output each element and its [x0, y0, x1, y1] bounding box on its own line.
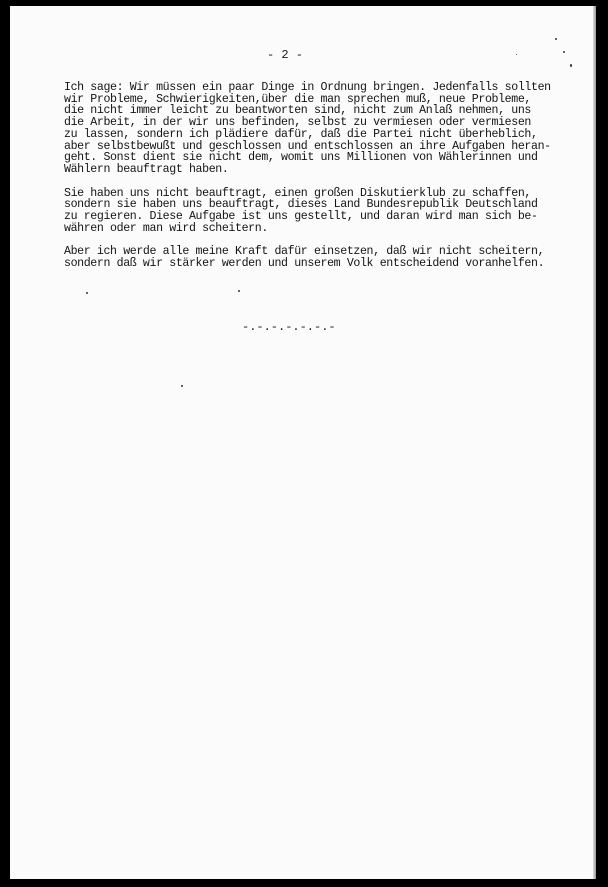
document-page — [10, 6, 596, 879]
text-line: Aber ich werde alle meine Kraft dafür einsetzen, daß wir nicht scheitern, — [64, 245, 545, 259]
scan-speck — [555, 38, 557, 40]
text-line: geht. Sonst dient sie nicht dem, womit uns Millionen von Wählerinnen und — [64, 151, 538, 165]
text-line: währen oder man wird scheitern. — [64, 221, 268, 235]
end-separator: -.-.-.-.-.-.- — [242, 320, 336, 334]
text-line: aber selbstbewußt und geschlossen und entschlossen an ihre Aufgaben heran- — [64, 139, 551, 153]
page-number: - 2 - — [266, 48, 303, 62]
text-line: wir Probleme, Schwierigkeiten,über die man sprechen muß, neue Probleme, — [64, 92, 531, 106]
text-line: die Arbeit, in der wir uns befinden, selbst zu vermiesen oder vermiesen — [64, 116, 531, 130]
scan-speck — [570, 64, 572, 67]
text-line: sondern sie haben uns beauftragt, dieses Land Bundesrepublik Deutschland — [64, 198, 538, 212]
text-line: Wählern beauftragt haben. — [64, 162, 229, 176]
text-line: zu regieren. Diese Aufgabe ist uns gestellt, und daran wird man sich be- — [64, 210, 538, 224]
paragraph-2 — [64, 188, 594, 235]
scan-speck — [86, 292, 88, 294]
text-line: sondern daß wir stärker werden und unserem Volk entscheidend voranhelfen. — [64, 257, 545, 271]
paragraph-1 — [64, 82, 594, 176]
document-body — [64, 82, 594, 270]
scan-edge — [593, 6, 596, 879]
scan-speck — [563, 51, 565, 53]
scan-speck — [238, 290, 240, 292]
text-line: Sie haben uns nicht beauftragt, einen großen Diskutierklub zu schaffen, — [64, 186, 531, 200]
text-line: die nicht immer leicht zu beantworten sind, nicht zum Anlaß nehmen, uns — [64, 104, 531, 118]
scan-speck — [516, 54, 517, 55]
scan-speck — [181, 385, 183, 387]
text-line: zu lassen, sondern ich plädiere dafür, daß die Partei nicht überheblich, — [64, 127, 538, 141]
paragraph-3 — [64, 246, 594, 269]
text-line: Ich sage: Wir müssen ein paar Dinge in Ordnung bringen. Jedenfalls sollten — [64, 81, 551, 94]
